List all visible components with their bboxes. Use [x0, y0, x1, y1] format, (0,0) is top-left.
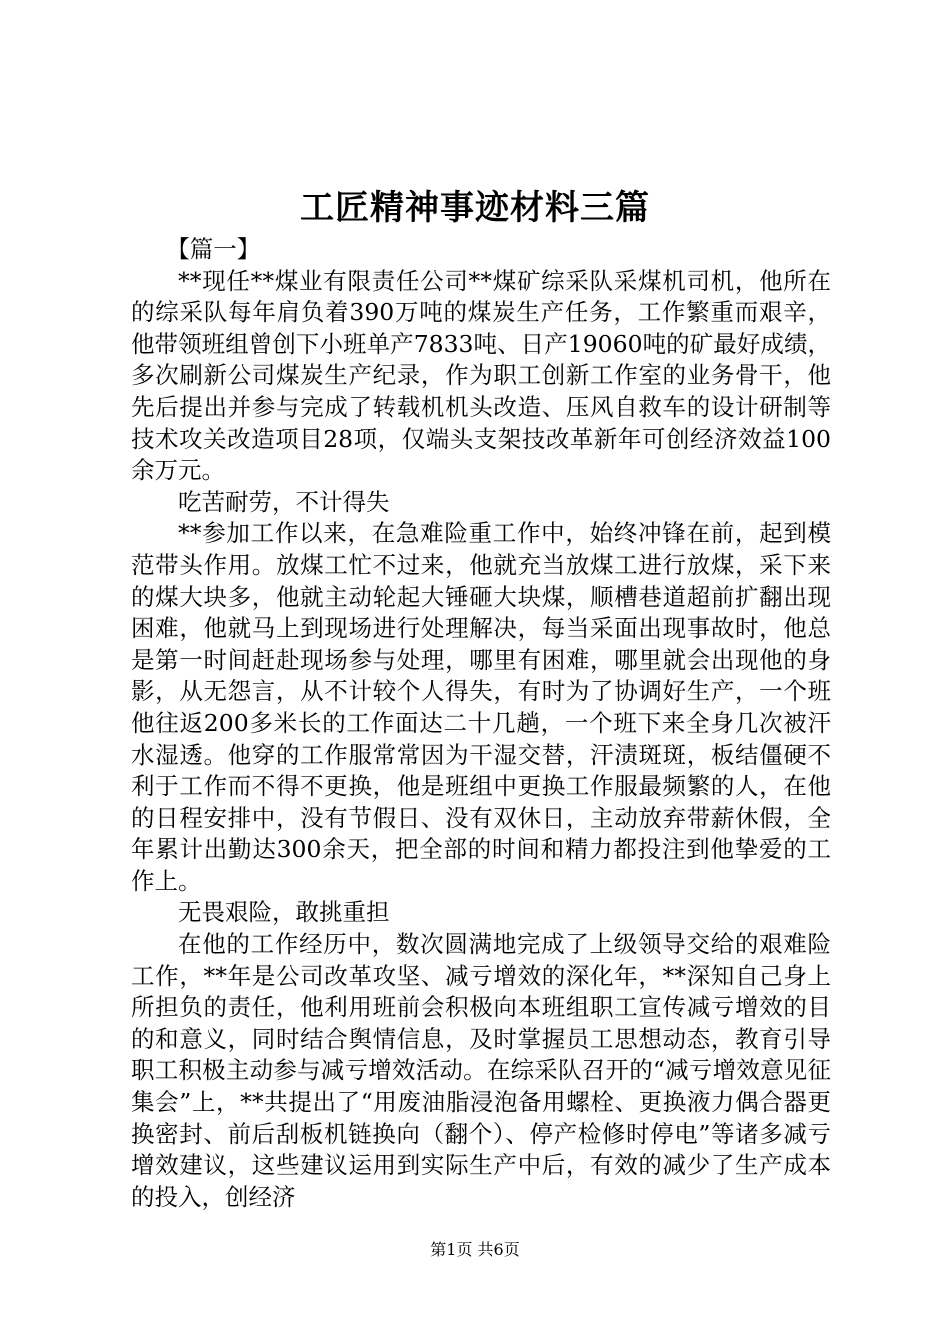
subheading-hardworking: 吃苦耐劳，不计得失 [178, 487, 390, 516]
subheading-fearless: 无畏艰险，敢挑重担 [178, 898, 390, 927]
page-footer: 第1页 共6页 [430, 1240, 520, 1259]
section-mark: 【篇一】 [166, 235, 261, 263]
document-body [131, 234, 831, 1213]
paragraph-intro: **现任**煤业有限责任公司**煤矿综采队采煤机司机，他所在的综采队每年肩负着390万吨的煤炭生产任务，工作繁重而艰辛，他带领班组曾创下小班单产7833吨、日产19060吨的矿最好成绩，多次刷新公司煤炭生产纪录，作为职工创新工作室的业务骨干，他先后提出并参与完成了转载机机头改造、压风自救车的设计研制等技术攻关改造项目28项，仅端头支架技改革新年可创经济效益100余万元。 [131, 266, 831, 485]
paragraph-fearless: 在他的工作经历中，数次圆满地完成了上级领导交给的艰难险工作，**年是公司改革攻坚、减亏增效的深化年，**深知自己身上所担负的责任，他利用班前会积极向本班组职工宣传减亏增效的目的和意义，同时结合舆情信息，及时掌握员工思想动态，教育引导职工积极主动参与减亏增效活动。在综采队召开的“减亏增效意见征集会”上，**共提出了“用废油脂浸泡备用螺栓、更换液力偶合器更换密封、前后刮板机链换向（翻个）、停产检修时停电”等诸多减亏增效建议，这些建议运用到实际生产中后，有效的减少了生产成本的投入，创经济 [131, 930, 831, 1211]
document-title: 工匠精神事迹材料三篇 [300, 188, 650, 228]
paragraph-hardworking: **参加工作以来，在急难险重工作中，始终冲锋在前，起到模范带头作用。放煤工忙不过来，他就充当放煤工进行放煤，采下来的煤大块多，他就主动轮起大锤砸大块煤，顺槽巷道超前扩翻出现困难，他就马上到现场进行处理解决，每当采面出现事故时，他总是第一时间赶赴现场参与处理，哪里有困难，哪里就会出现他的身影，从无怨言，从不计较个人得失，有时为了协调好生产，一个班他往返200多米长的工作面达二十几趟，一个班下来全身几次被汗水湿透。他穿的工作服常常因为干湿交替，汗渍斑斑，板结僵硬不利于工作而不得不更换，他是班组中更换工作服最频繁的人，在他的日程安排中，没有节假日、没有双休日，主动放弃带薪休假，全年累计出勤达300余天，把全部的时间和精力都投注到他挚爱的工作上。 [131, 519, 831, 895]
